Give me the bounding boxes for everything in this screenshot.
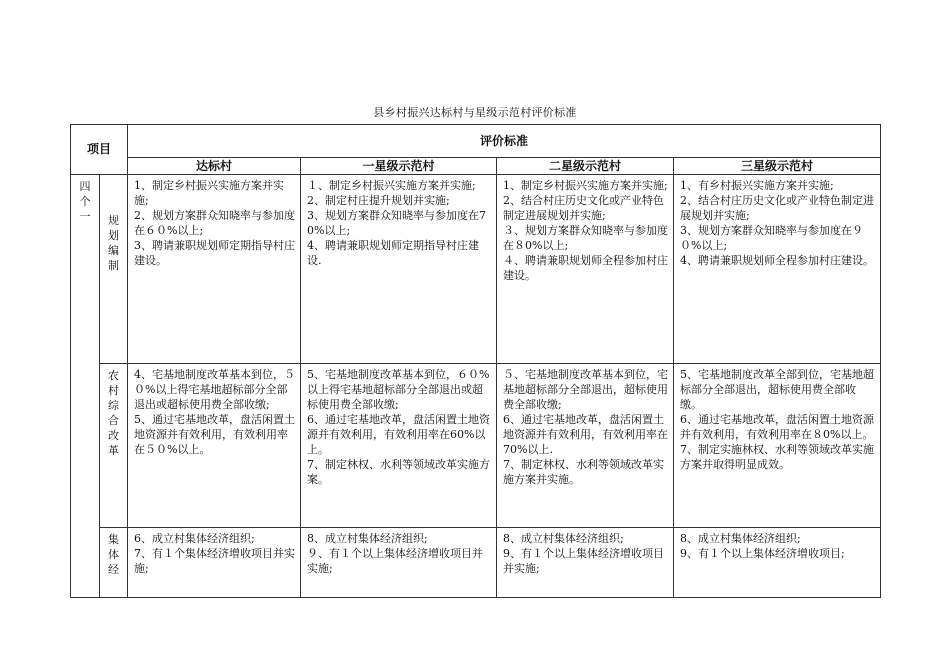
row-label-planning: 规 划 编 制 [100, 175, 128, 364]
cell-economy-two-star: 8、成立村集体经济组织; 9、有１个以上集体经济增收项目并实施; [497, 528, 674, 598]
document-title: 县乡村振兴达标村与星级示范村评价标准 [373, 106, 577, 119]
header-item: 项目 [71, 125, 128, 175]
section-label: 四 个 一 [71, 175, 100, 598]
table-row-planning [71, 175, 881, 364]
cell-reform-three-star: 5、宅基地制度改革全部到位，宅基地超标部分全部退出，超标使用费全部收缴。 6、通过宅基地改革，盘活闲置土地资源并有效利用，有效利用率在８0%以上。 7、制定实施林权、水利等领域改革实施方案并取得明显成效。 [674, 364, 881, 528]
cell-planning-three-star: 1、有乡村振兴实施方案并实施; 2、结合村庄历史文化或产业特色制定进展规划并实施; 3、规划方案群众知晓率与参加度在９０%以上; 4、聘请兼职规划师全程参加村庄建设。 [674, 175, 881, 364]
cell-planning-one-star: １、制定乡村振兴实施方案并实施; 2、制定村庄提升规划并实施; 3、规划方案群众知晓率与参加度在70%以上; 4、聘请兼职规划师定期指导村庄建设. [301, 175, 497, 364]
row-label-reform: 农 村 综 合 改 革 [100, 364, 128, 528]
evaluation-table [70, 124, 881, 598]
header-col-qualified: 达标村 [128, 158, 301, 175]
cell-economy-qualified: 6、成立村集体经济组织; 7、有１个集体经济增收项目并实施; [128, 528, 301, 598]
cell-reform-qualified: 4、宅基地制度改革基本到位，５０%以上得宅基地超标部分全部退出或超标使用费全部收缴; 5、通过宅基地改革，盘活闲置土地资源并有效利用，有效利用率在５０%以上。 [128, 364, 301, 528]
cell-reform-one-star: 5、宅基地制度改革基本到位，６０%以上得宅基地超标部分全部退出或超标使用费全部收缴; 6、通过宅基地改革，盘活闲置土地资源并有效利用，有效利用率在60%以上。 7、制定林权、水利等领域改革实施方案。 [301, 364, 497, 528]
cell-planning-two-star: 1、制定乡村振兴实施方案并实施; 2、结合村庄历史文化或产业特色制定进展规划并实施; ３、规划方案群众知晓率与参加度在８0%以上; ４、聘请兼职规划师全程参加村庄建设。 [497, 175, 674, 364]
row-label-collective-economy: 集 体 经 [100, 528, 128, 598]
header-col-three-star: 三星级示范村 [674, 158, 881, 175]
cell-economy-three-star: 8、成立村集体经济组织; 9、有１个以上集体经济增收项目; [674, 528, 881, 598]
table-row-collective-economy [71, 528, 881, 598]
cell-reform-two-star: ５、宅基地制度改革基本到位，宅基地超标部分全部退出，超标使用费全部收缴; 6、通过宅基地改革，盘活闲置土地资源并有效利用，有效利用率在70%以上. 7、制定林权、水利等领域改革实施方案并实施。 [497, 364, 674, 528]
header-col-one-star: 一星级示范村 [301, 158, 497, 175]
table-row-reform [71, 364, 881, 528]
header-criteria: 评价标准 [128, 125, 881, 158]
cell-planning-qualified: 1、制定乡村振兴实施方案并实施; 2、规划方案群众知晓率与参加度在６０%以上; 3、聘请兼职规划师定期指导村庄建设。 [128, 175, 301, 364]
header-col-two-star: 二星级示范村 [497, 158, 674, 175]
cell-economy-one-star: 8、成立村集体经济组织; ９、有１个以上集体经济增收项目并实施; [301, 528, 497, 598]
